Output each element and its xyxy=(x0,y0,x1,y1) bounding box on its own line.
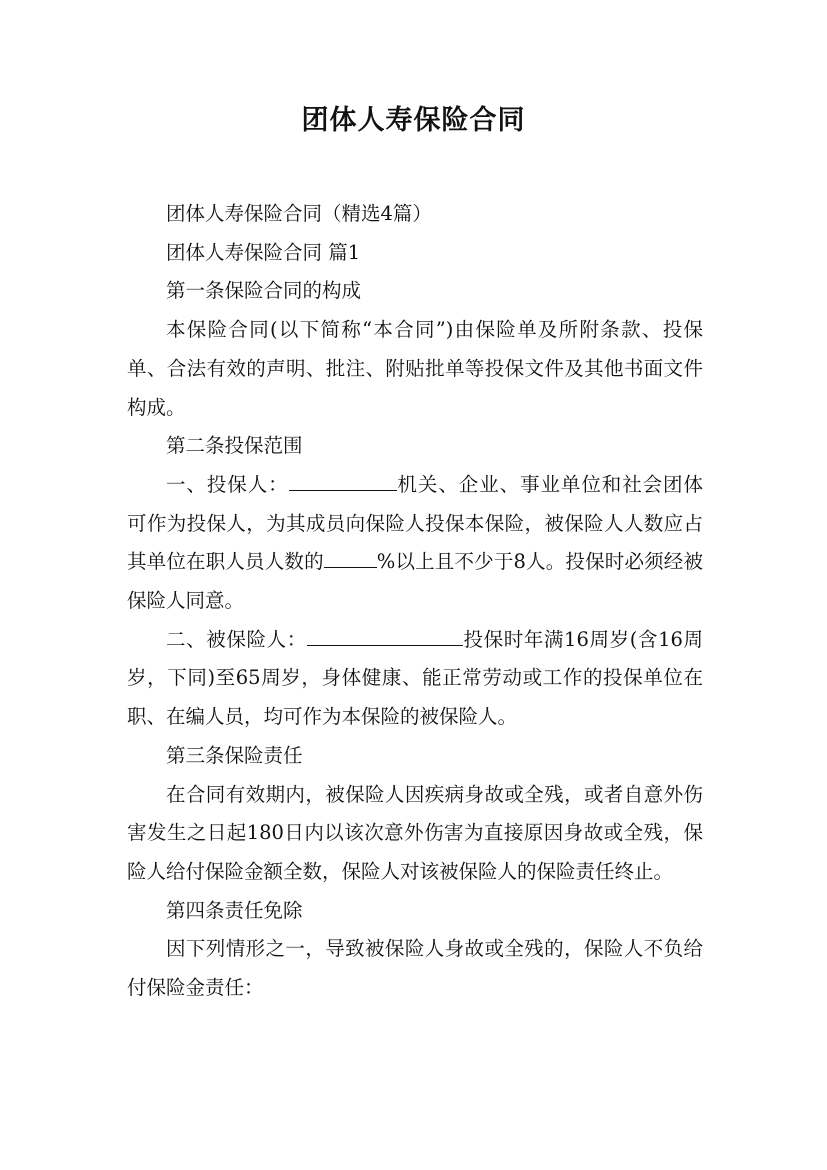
clause-1-lead: 一、投保人： xyxy=(166,472,289,496)
article-3-heading: 第三条保险责任 xyxy=(166,743,303,767)
paragraph-part-heading: 团体人寿保险合同 篇1 xyxy=(166,240,361,264)
insured-blank xyxy=(307,623,463,645)
article-2-clause-1 xyxy=(127,466,703,621)
article-1-text: 本保险合同(以下简称“本合同”)由保险单及所附条款、投保单、合法有效的声明、批注、附贴批单等投保文件及其他书面文件构成。 xyxy=(127,318,703,419)
percentage-blank xyxy=(324,546,377,568)
clause-2-lead: 二、被保险人： xyxy=(166,627,307,651)
paragraph-collection-heading: 团体人寿保险合同（精选4篇） xyxy=(166,202,432,225)
policyholder-blank xyxy=(289,468,397,490)
article-4-heading: 第四条责任免除 xyxy=(166,898,303,922)
article-2-clause-2 xyxy=(127,621,703,737)
article-4-text: 因下列情形之一，导致被保险人身故或全残的，保险人不负给付保险金责任： xyxy=(127,937,703,1000)
document-body xyxy=(127,195,703,1008)
clause-1-end: %以上且不少于8人。投保时必须经被保险人同意。 xyxy=(127,550,703,613)
article-3-text: 在合同有效期内，被保险人因疾病身故或全残，或者自意外伤害发生之日起180日内以该次意外伤害为直接原因身故或全残，保险人给付保险金额全数，保险人对该被保险人的保险责任终止。 xyxy=(127,782,703,883)
clause-2-text: 投保时年满16周岁(含16周岁，下同)至65周岁，身体健康、能正常劳动或工作的投保单位在职、在编人员，均可作为本保险的被保险人。 xyxy=(127,627,703,729)
article-1-heading: 第一条保险合同的构成 xyxy=(166,279,362,303)
article-2-heading: 第二条投保范围 xyxy=(166,434,303,458)
clause-1-middle: 机关、企业、事业单位和社会团体可作为投保人，为其成员向保险人投保本保险，被保险人人数应占其单位在职人员人数的 xyxy=(127,472,703,574)
document-title: 团体人寿保险合同 xyxy=(301,105,526,136)
